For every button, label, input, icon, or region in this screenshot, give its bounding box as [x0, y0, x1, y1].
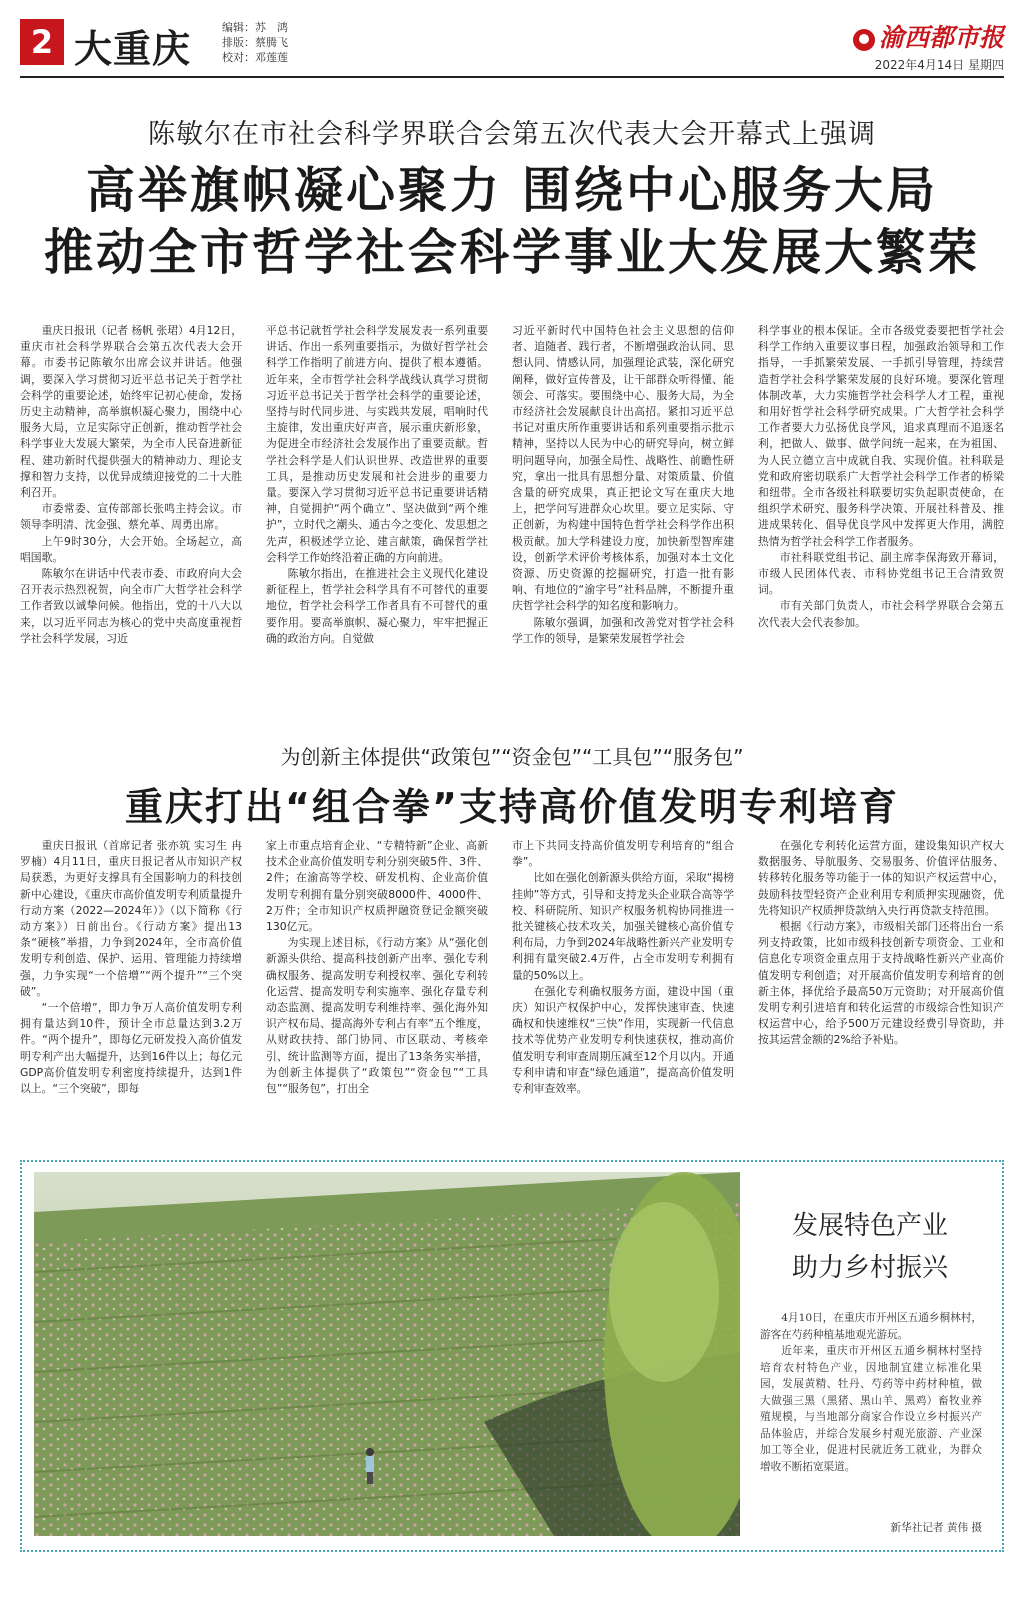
paragraph: 科学事业的根本保证。全市各级党委要把哲学社会科学工作纳入重要议事日程，加强政治领导和工作指导，一手抓繁荣发展、一手抓引导管理，持续营造哲学社会科学繁荣发展的良好环境。要深化管理体制改革，大力实施哲学社会科学人才工程，重视和用好哲学社会科学研究成果。广大哲学社会科学工作者要大力弘扬优良学风，追求真理而不追逐名利，把做人、做事、做学问统一起来，在为祖国、为人民立德立言中成就自我、实现价值。社科联是党和政府密切联系广大哲学社会科学工作者的桥梁和纽带。全市各级社科联要切实负起职责使命，在组织学术研究、服务科学决策、开展社科普及、推进成果转化、倡导优良学风中发挥更大作用，满腔热情为哲学社会科学工作者服务。: [758, 324, 1004, 548]
section-title: 大重庆: [74, 26, 192, 71]
paper-logo: [853, 18, 1004, 73]
photo-feature-title: [760, 1205, 980, 1289]
story2-headline: 重庆打出“组合拳”支持高价值发明专利培育: [125, 785, 899, 829]
paragraph: “一个倍增”，即力争万人高价值发明专利拥有量达到10件，预计全市总量达到3.2万件。“两个提升”，即每亿元研发投入高价值发明专利产出大幅提升，达到16件以上；每亿元GDP高价值发明专利密度持续提升，达到1件以上。“三个突破”，即每: [20, 1001, 242, 1096]
issue-date: 2022年4月14日 星期四: [874, 58, 1004, 72]
story2-kicker: 为创新主体提供“政策包”“资金包”“工具包”“服务包”: [280, 745, 744, 769]
paragraph: 市有关部门负责人，市社会科学界联合会第五次代表大会代表参加。: [758, 599, 1004, 629]
paragraph: 在强化专利确权服务方面，建设中国（重庆）知识产权保护中心，发挥快速审查、快速确权和快速维权“三快”作用，实现新一代信息技术等优势产业发明专利快速获权，推动高价值发明专利审查周期压减至12个月以内。开通专利申请和审查“绿色通道”，提高高价值发明专利审查效率。: [512, 984, 734, 1096]
paragraph: 陈敏尔强调，加强和改善党对哲学社会科学工作的领导，是繁荣发展哲学社会: [512, 615, 734, 645]
hillside-flower-field-image: [34, 1172, 740, 1536]
story1-column-4: [758, 323, 1004, 631]
story1-kicker: 陈敏尔在市社会科学界联合会第五次代表大会开幕式上强调: [148, 119, 876, 150]
paragraph: 根据《行动方案》，市级相关部门还将出台一系列支持政策，比如市级科技创新专项资金、工业和信息化专项资金重点用于支持战略性新兴产业高价值发明专利创造；对开展高价值发明专利培育的创新主体，择优给予最高50万元资助；对开展高价值发明专利引进培育和转化运营的市级综合性知识产权运营中心，给予500万元建设经费引导资助，并按其运营金额的2%给予补贴。: [758, 920, 1004, 1047]
story1-headline-line2: 推动全市哲学社会科学事业大发展大繁荣: [43, 224, 980, 281]
story2-column-3: [512, 838, 734, 1097]
paragraph: 在强化专利转化运营方面，建设集知识产权大数据服务、导航服务、交易服务、价值评估服务、转移转化服务等功能于一体的知识产权运营中心，鼓励科技型轻资产企业利用专利质押实现融资，优先将知识产权质押贷款纳入央行再贷款支持范围。: [758, 839, 1004, 917]
visitor-figure: [366, 1448, 374, 1484]
paragraph: 市委常委、宣传部部长张鸣主持会议。市领导李明清、沈金强、蔡允革、周勇出席。: [20, 502, 242, 532]
caption-paragraph: 4月10日，在重庆市开州区五通乡桐林村，游客在芍药种植基地观光游玩。: [760, 1312, 982, 1341]
paragraph: 比如在强化创新源头供给方面，采取“揭榜挂帅”等方式，引导和支持龙头企业联合高等学校、科研院所、知识产权服务机构协同推进一批关键核心技术攻关，加强关键核心高价值专利布局，力争到2024年战略性新兴产业发明专利拥有量突破2.4万件，占全市发明专利拥有量的50%以上。: [512, 871, 734, 982]
story1-column-1: [20, 323, 242, 647]
masthead-rule: [20, 76, 1004, 78]
photo-title-line1: 发展特色产业: [791, 1211, 948, 1241]
paragraph: 上午9时30分，大会开始。全场起立，高唱国歌。: [20, 534, 242, 564]
story2-column-4: [758, 838, 1004, 1049]
photo-credit: 新华社记者 黄伟 摄: [890, 1522, 982, 1534]
logo-icon: [853, 29, 875, 51]
paragraph: 为实现上述目标，《行动方案》从“强化创新源头供给、提高科技创新产出率、强化专利确权服务、提高发明专利授权率、强化专利转化运营、提高发明专利实施率、强化存量专利动态监测、提高发明专利维持率、强化海外知识产权布局、提高海外专利占有率”五个维度，从财政扶持、部门协同、市区联动、考核牵引、统计监测等方面，提出了13条务实举措，为创新主体提供了“政策包”“资金包”“工具包”“服务包”，打出全: [266, 936, 488, 1096]
photo-title-line2: 助力乡村振兴: [791, 1253, 948, 1283]
proof-line: 校对：邓莲莲: [222, 51, 288, 64]
field-photo: [34, 1172, 740, 1536]
paragraph: 陈敏尔指出，在推进社会主义现代化建设新征程上，哲学社会科学具有不可替代的重要地位，哲学社会科学工作者具有不可替代的重要作用。要高举旗帜、凝心聚力，牢牢把握正确的政治方向。自觉做: [266, 567, 488, 645]
masthead: [20, 16, 1004, 72]
paragraph: 习近平新时代中国特色社会主义思想的信仰者、追随者、践行者，不断增强政治认同、思想认同、情感认同，加强理论武装，深化研究阐释，做好宣传普及，让干部群众听得懂、能领会、可落实。要围绕中心、服务大局，为全市经济社会发展献良计出高招。紧扣习近平总书记对重庆所作重要讲话和系列重要指示批示精神，坚持以人民为中心的研究导向，树立鲜明问题导向，加强全局性、战略性、前瞻性研究，拿出一批具有思想分量、对策质量、价值含量的研究成果，真正把论文写在重庆大地上，把学问写进群众心坎里。要立足实际、守正创新，为构建中国特色哲学社会科学作出积极贡献。加大学科建设力度，加快新型智库建设，创新学术评价考核体系，加强对本土文化资源、历史资源的挖掘研究，打造一批有影响、有地位的“渝字号”社科品牌，不断提升重庆哲学社会科学的知名度和影响力。: [512, 324, 734, 613]
story2-column-2: [266, 838, 488, 1097]
editor-line: 编辑：苏 鸿: [222, 21, 288, 34]
paragraph: 重庆日报讯（记者 杨帆 张珺）4月12日，重庆市社会科学界联合会第五次代表大会开幕。市委书记陈敏尔出席会议并讲话。他强调，要深入学习贯彻习近平总书记关于哲学社会科学的重要论述，始终牢记初心使命，发扬历史主动精神，高举旗帜凝心聚力，围绕中心服务大局，立足实际守正创新，推动哲学社会科学事业大发展大繁荣，为全市人民奋进新征程、建功新时代提供强大的精神动力、理论支撑和智力支持，以优异成绩迎接党的二十大胜利召开。: [20, 324, 242, 500]
caption-paragraph: 近年来，重庆市开州区五通乡桐林村坚持培育农村特色产业，因地制宜建立标准化果园，发展黄精、牡丹、芍药等中药材种植，做大做强三黑（黑猪、黑山羊、黑鸡）畜牧业养殖规模，与当地部分商家合作设立乡村振兴产品体验店，并综合发展乡村观光旅游、产业深加工等全业，促进村民就近务工就业，为群众增收不断拓宽渠道。: [760, 1345, 982, 1473]
paragraph: 重庆日报讯（首席记者 张亦筑 实习生 冉罗楠）4月11日，重庆日报记者从市知识产权局获悉，为更好支撑具有全国影响力的科技创新中心建设，《重庆市高价值发明专利质量提升行动方案（2022—2024年）》（以下简称《行动方案》）日前出台。《行动方案》提出13条“硬核”举措，力争到2024年，全市高价值发明专利创造、保护、运用、管理能力持续增强，力争实现“一个倍增”“两个提升”“三个突破”。: [20, 839, 242, 998]
story1-headline-line1: 高举旗帜凝心聚力 围绕中心服务大局: [85, 162, 939, 219]
paragraph: 平总书记就哲学社会科学发展发表一系列重要讲话、作出一系列重要指示，为做好哲学社会科学工作指明了前进方向、提供了根本遵循。近年来，全市哲学社会科学战线认真学习贯彻习近平总书记关于哲学社会科学的重要论述，坚持与时代同步进、与实践共发展，唱响时代主旋律，发出重庆好声音，展示重庆新形象，为促进全市经济社会发展作出了重要贡献。哲学社会科学是人们认识世界、改造世界的重要工具，是推动历史发展和社会进步的重要力量。要深入学习贯彻习近平总书记重要讲话精神，自觉拥护“两个确立”、坚决做到“两个维护”，立时代之潮头、通古今之变化、发思想之先声，积极述学立论、建言献策，确保哲学社会科学工作始终沿着正确的方向前进。: [266, 324, 488, 564]
paragraph: 市上下共同支持高价值发明专利培育的“组合拳”。: [512, 839, 734, 869]
page-number: 2: [20, 19, 64, 65]
paragraph: 家上市重点培育企业、“专精特新”企业、高新技术企业高价值发明专利分别突破5件、3件、2件；在渝高等学校、研发机构、企业高价值发明专利拥有量分别突破8000件、4000件、2万件；全市知识产权质押融资登记金额突破130亿元。: [266, 839, 488, 934]
paper-name: 渝西都市报: [878, 23, 1004, 52]
story1-column-2: [266, 323, 488, 647]
editor-credits: [222, 20, 288, 65]
photo-caption: [760, 1310, 982, 1475]
layout-line: 排版：蔡腾飞: [222, 36, 288, 49]
story1-column-3: [512, 323, 734, 647]
paragraph: 市社科联党组书记、副主席李保海致开幕词，市级人民团体代表、市科协党组书记王合清致贺词。: [758, 550, 1004, 597]
story2-column-1: [20, 838, 242, 1097]
paragraph: 陈敏尔在讲话中代表市委、市政府向大会召开表示热烈祝贺，向全市广大哲学社会科学工作者致以诚挚问候。他指出，党的十八大以来，以习近平同志为核心的党中央高度重视哲学社会科学发展，习近: [20, 567, 242, 645]
